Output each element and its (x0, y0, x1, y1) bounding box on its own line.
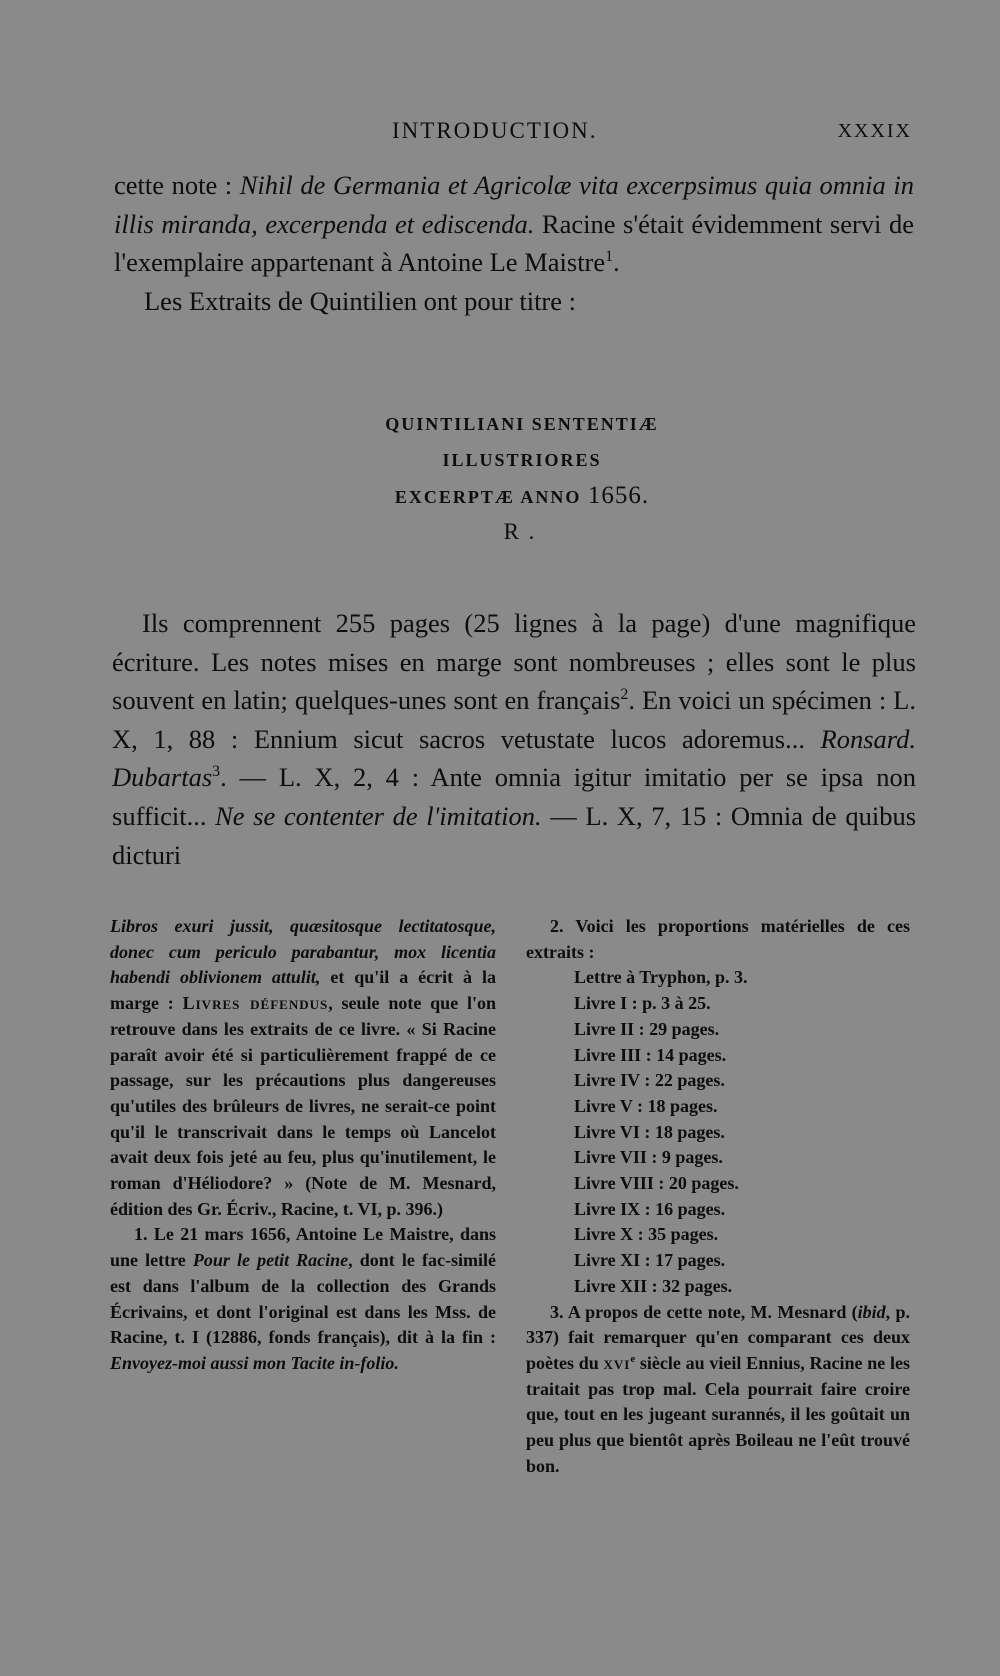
book-title-block (0, 406, 1000, 550)
title-signature: R . (503, 519, 537, 544)
title-line-3 (0, 478, 1000, 514)
proportions-list (526, 965, 910, 1299)
paragraph-2-c: . — L. X, 2, 4 : Ante omnia igitur imitatio per se ipsa non sufficit... (112, 762, 916, 831)
list-item: Livre IX : 16 pages. (574, 1198, 726, 1219)
footnote-1-italic-1: Pour le petit Racine (192, 1250, 349, 1271)
footnote-latin: Libros exuri jussit, quæsitosque lectitatosque, donec cum periculo parabantur, mox licentia habendi oblivionem attulit, (110, 916, 496, 988)
paragraph-1-end: . (613, 247, 620, 278)
footnotes-right-column (526, 914, 910, 1479)
paragraph-2-b: . En voici un spécimen : L. X, 1, 88 : Ennium sicut sacros vetustate lucos adoremus... (112, 685, 916, 754)
paragraph-1-rest: Racine s'était évidemment servi de l'exemplaire appartenant à Antoine Le Maistre (114, 208, 914, 278)
list-item: Livre XI : 17 pages. (574, 1250, 726, 1271)
footnote-3-ibid: ibid (857, 1301, 886, 1322)
footnotes-left-column (110, 914, 496, 1377)
footnote-1 (110, 1222, 496, 1376)
footnote-3-b: , p. 337) fait remarquer qu'en comparant ces deux poètes du (526, 1301, 910, 1373)
paragraph-2-text (112, 604, 916, 874)
footnote-1-italic-2: Envoyez-moi aussi mon Tacite in-folio. (110, 1352, 399, 1373)
footnote-3 (526, 1300, 910, 1480)
footnote-3-a: 3. A propos de cette note, M. Mesnard ( (550, 1301, 858, 1322)
century-numeral: xvi (603, 1352, 631, 1373)
page-header (0, 118, 1000, 148)
title-intro: Les Extraits de Quintilien ont pour titre : (144, 285, 577, 316)
list-item: Livre XII : 32 pages. (574, 1275, 733, 1296)
title-line-1: QUINTILIANI SENTENTIÆ (385, 414, 659, 434)
list-item: Lettre à Tryphon, p. 3. (574, 967, 748, 988)
list-item: Livre VI : 18 pages. (574, 1121, 725, 1142)
ronsard-italic: Ronsard. Dubartas (112, 723, 916, 793)
list-item: Livre II : 29 pages. (574, 1018, 720, 1039)
paragraph-1-lead: cette note : (114, 170, 240, 200)
main-text (114, 166, 914, 320)
note-ref-2: 2 (620, 686, 629, 704)
running-head: INTRODUCTION. (392, 118, 598, 143)
title-line-2: ILLUSTRIORES (442, 450, 602, 470)
list-item: Livre VIII : 20 pages. (574, 1173, 739, 1194)
page-number: XXXIX (837, 120, 912, 142)
title-year: 1656. (587, 482, 650, 509)
footnote-1-a: 1. Le 21 mars 1656, Antoine Le Maistre, dans une lettre (110, 1224, 496, 1271)
list-item: Livre III : 14 pages. (574, 1044, 727, 1065)
century-sup: e (630, 1352, 636, 1365)
footnote-3-c: siècle au vieil Ennius, Racine ne les traitait pas trop mal. Cela pourrait faire croire que, tout en les jugeant surannés, il les goûtait un peu plus que bientôt après Boileau ne l'eût trouvé bon. (526, 1352, 910, 1476)
footnote-0-b: , seule note que l'on retrouve dans les extraits de ce livre. « Si Racine paraît avoir été si particulièrement frappé de ce passage, sur les précautions plus dangereuses qu'utiles des brûleurs de livres, ne serait-ce point qu'il le transcrivait dans le temps où Lancelot avait deux fois jeté au feu, plus qu'inutilement, le roman d'Héliodore? » (Note de M. Mesnard, édition des Gr. Écriv., Racine, t. VI, p. 396.) (110, 993, 497, 1219)
note-ref-3: 3 (212, 763, 221, 781)
list-item: Livre X : 35 pages. (574, 1224, 719, 1245)
list-item: Livre V : 18 pages. (574, 1095, 718, 1116)
paragraph-1 (114, 166, 914, 282)
list-item: Livre I : p. 3 à 25. (574, 993, 711, 1014)
paragraph-2-a: Ils comprennent 255 pages (25 lignes à la page) d'une magnifique écriture. Les notes mises en marge sont nombreuses ; elles sont le plus souvent en latin; quelques-unes sont en français (112, 608, 916, 716)
list-item: Livre IV : 22 pages. (574, 1070, 725, 1091)
note-ref-1: 1 (605, 248, 614, 266)
ne-se-contenter-italic: Ne se contenter de l'imitation. (215, 800, 542, 831)
latin-quote: Nihil de Germania et Agricolæ vita excerpsimus quia omnia in illis miranda, excerpenda et ediscenda. (114, 170, 914, 239)
paragraph-2-d: — L. X, 7, 15 : Omnia de quibus dicturi (112, 800, 917, 870)
livres-defendus: Livres défendus (182, 993, 329, 1014)
footnote-continuation (110, 914, 496, 1222)
footnote-0-a: et qu'il a écrit à la marge : (110, 967, 496, 1014)
title-line-3-words: EXCERPTÆ ANNO (394, 487, 588, 507)
paragraph-2 (112, 604, 916, 874)
footnote-1-b: , dont le fac-similé est dans l'album de la collection des Grands Écrivains, et dont l'original est dans les Mss. de Racine, t. I (12886, fonds français), dit à la fin : (110, 1250, 496, 1348)
list-item: Livre VII : 9 pages. (574, 1147, 723, 1168)
footnote-2-head: 2. Voici les proportions matérielles de ces extraits : (526, 916, 910, 962)
